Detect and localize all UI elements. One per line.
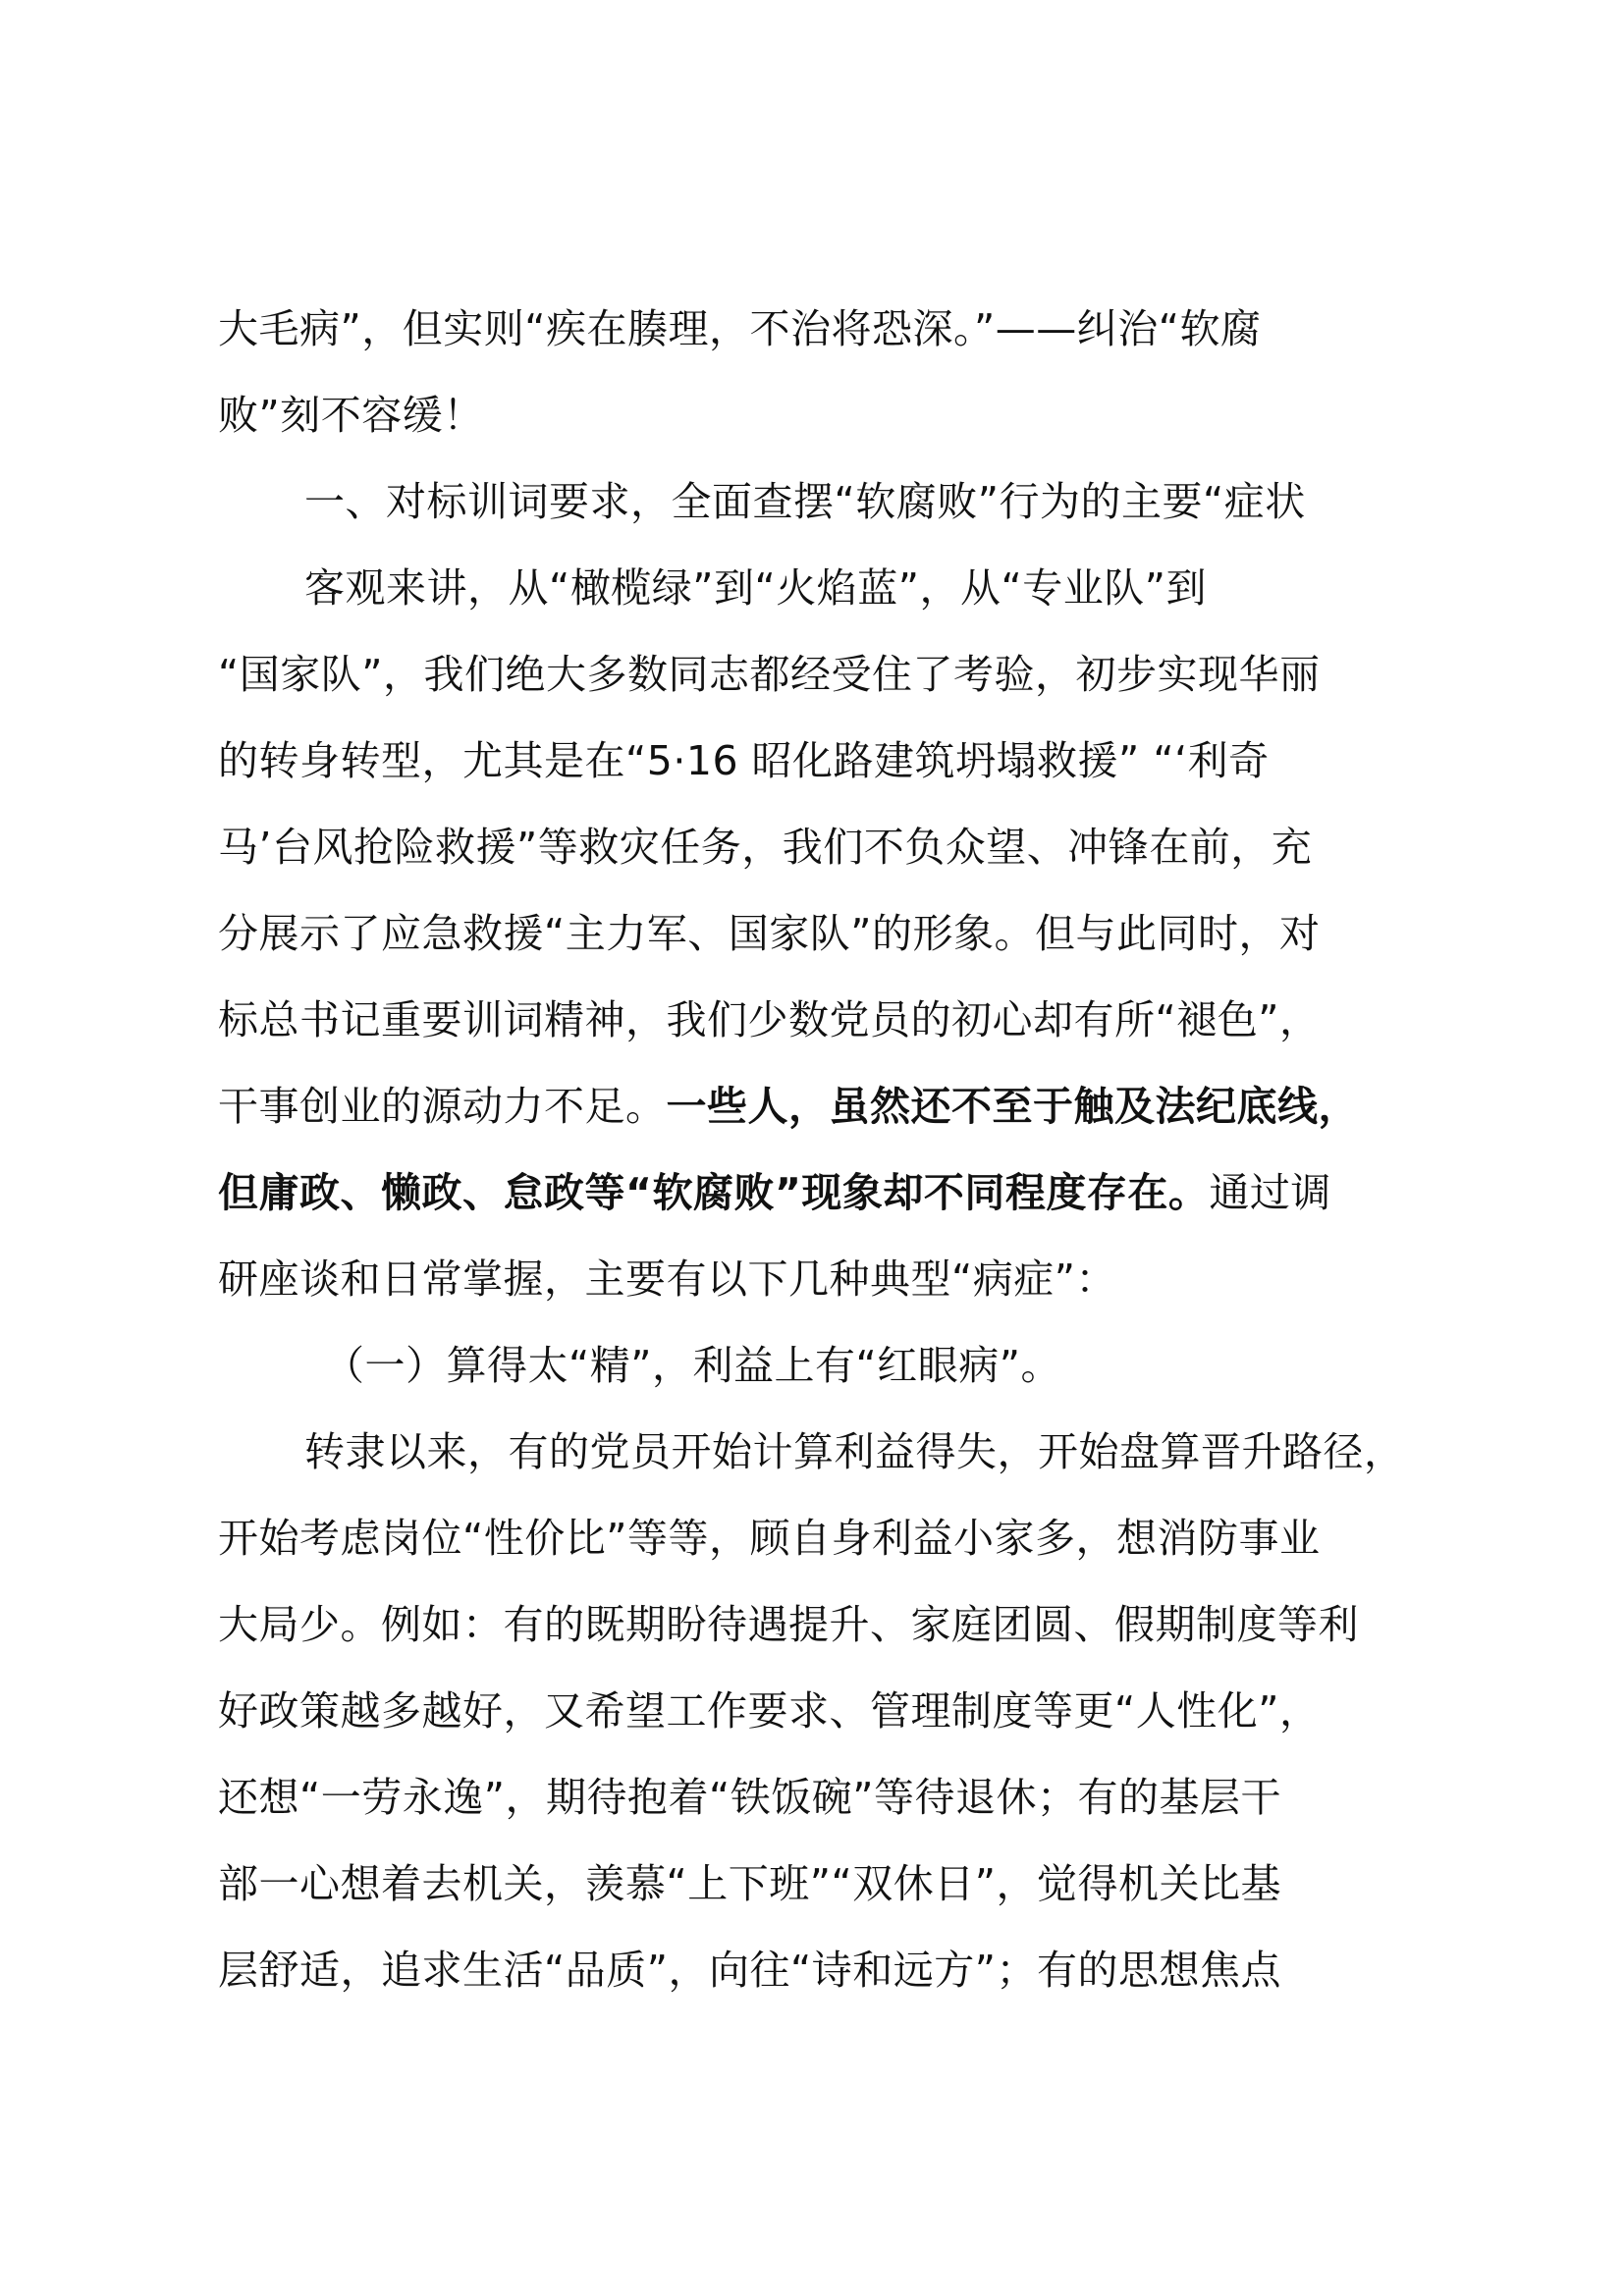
bold-text-segment: 一些人，虽然还不至于触及法纪底线， — [666, 1083, 1359, 1130]
section-heading — [304, 477, 1306, 526]
text-segment: 大毛病”，但实则“疾在腠理，不治将恐深。”——纠治“软腐 — [218, 305, 1262, 352]
text-segment: 分展示了应急救援“主力军、国家队”的形象。但与此同时，对 — [218, 910, 1321, 957]
text-segment: 好政策越多越好，又希望工作要求、管理制度等更“人性化”， — [218, 1687, 1321, 1735]
text-line-19 — [218, 1859, 1281, 1908]
subsection-heading — [324, 1341, 1061, 1390]
text-segment: 通过调 — [1209, 1169, 1331, 1216]
text-line-4 — [304, 563, 1207, 613]
text-line-6 — [218, 736, 1270, 785]
text-line-15 — [218, 1514, 1320, 1563]
text-line-2 — [218, 391, 484, 440]
text-segment: 败”刻不容缓！ — [218, 392, 484, 439]
text-segment: 还想“一劳永逸”，期待抱着“铁饭碗”等待退休；有的基层干 — [218, 1774, 1281, 1821]
text-line-1 — [218, 304, 1261, 353]
text-line-7 — [218, 823, 1312, 872]
text-segment: 一、对标训词要求，全面查摆“软腐败”行为的主要“症状 — [304, 478, 1306, 525]
text-segment: 部一心想着去机关，羡慕“上下班”“双休日”，觉得机关比基 — [218, 1860, 1281, 1907]
text-segment: “国家队”，我们绝大多数同志都经受住了考验，初步实现华丽 — [218, 651, 1321, 698]
text-line-18 — [218, 1773, 1281, 1822]
text-segment: 的转身转型，尤其是在“5·16 昭化路建筑坍塌救援” “‘利奇 — [218, 737, 1270, 784]
text-segment: 标总书记重要训词精神，我们少数党员的初心却有所“褪色”， — [218, 996, 1321, 1043]
text-line-14 — [304, 1427, 1405, 1476]
text-line-8 — [218, 909, 1320, 958]
text-line-16 — [218, 1600, 1359, 1649]
text-segment: 研座谈和日常掌握，主要有以下几种典型“病症”： — [218, 1255, 1116, 1303]
text-line-11 — [218, 1168, 1331, 1217]
text-segment: 开始考虑岗位“性价比”等等，顾自身利益小家多，想消防事业 — [218, 1515, 1321, 1562]
text-segment: 大局少。例如：有的既期盼待遇提升、家庭团圆、假期制度等利 — [218, 1601, 1359, 1648]
text-segment: 转隶以来，有的党员开始计算利益得失，开始盘算晋升路径， — [304, 1428, 1405, 1475]
text-segment: 干事创业的源动力不足。 — [218, 1083, 667, 1130]
text-segment: 层舒适，追求生活“品质”，向往“诗和远方”；有的思想焦点 — [218, 1947, 1281, 1994]
text-line-9 — [218, 995, 1320, 1044]
text-line-12 — [218, 1255, 1116, 1304]
text-segment: 客观来讲，从“橄榄绿”到“火焰蓝”，从“专业队”到 — [304, 564, 1207, 612]
text-line-20 — [218, 1946, 1281, 1995]
text-line-17 — [218, 1686, 1320, 1735]
text-segment: （一）算得太“精”，利益上有“红眼病”。 — [324, 1342, 1061, 1389]
text-line-5 — [218, 650, 1320, 699]
text-segment: 马’台风抢险救援”等救灾任务，我们不负众望、冲锋在前，充 — [218, 824, 1313, 871]
bold-text-segment: 但庸政、懒政、怠政等“软腐败”现象却不同程度存在。 — [218, 1169, 1210, 1216]
text-line-10 — [218, 1082, 1359, 1131]
